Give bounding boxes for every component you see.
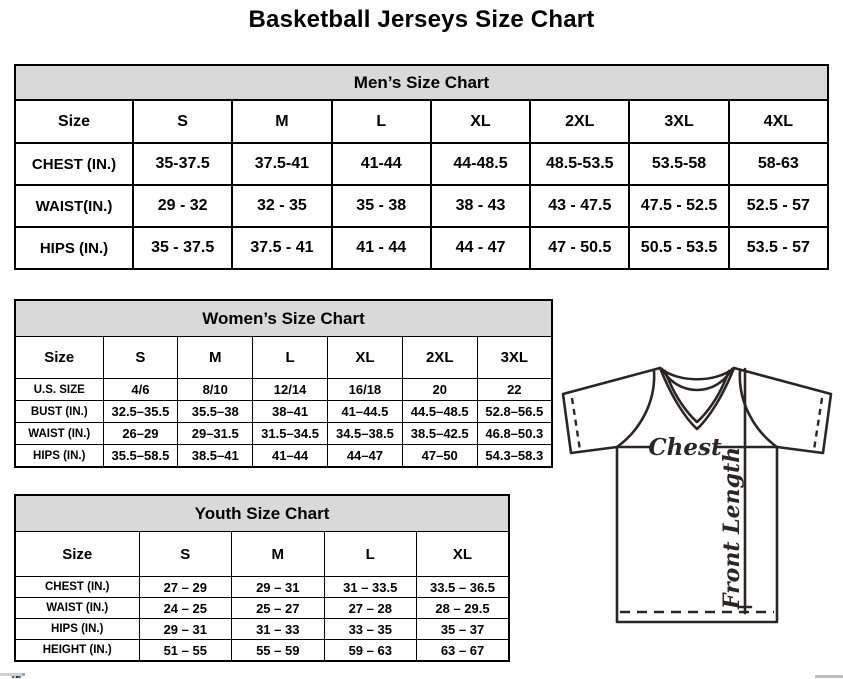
youth-chest-row (15, 577, 509, 598)
cell: 32.5–35.5 (103, 401, 178, 423)
cell: 29–31.5 (178, 423, 253, 445)
mens-col-4xl: 4XL (729, 100, 828, 143)
vneck-outer (660, 368, 734, 429)
cell: 37.5 - 41 (232, 227, 331, 269)
cell: 55 – 59 (232, 640, 325, 662)
jersey-measurement-diagram (556, 356, 840, 628)
chest-label: Chest (648, 434, 722, 461)
right-cuff-stitch (814, 398, 822, 450)
cell: 38 - 43 (431, 185, 530, 227)
womens-table-title: Women’s Size Chart (15, 300, 552, 337)
cell: 32 - 35 (232, 185, 331, 227)
mens-col-s: S (133, 100, 232, 143)
cell: 43 - 47.5 (530, 185, 629, 227)
womens-corner-cell: Size (15, 337, 103, 379)
cell: 33 – 35 (324, 619, 417, 640)
cell: 8/10 (178, 379, 253, 401)
cell: 58-63 (729, 143, 828, 185)
collar-rib-1 (660, 368, 734, 379)
horizontal-scrollbar-thumb-right[interactable] (815, 675, 843, 678)
womens-col-xl: XL (327, 337, 402, 379)
cell: 24 – 25 (139, 598, 232, 619)
row-label: HIPS (IN.) (15, 445, 103, 468)
cell: 44 - 47 (431, 227, 530, 269)
youth-header-row (15, 532, 509, 577)
cell: 52.8–56.5 (477, 401, 552, 423)
cell: 38.5–41 (178, 445, 253, 468)
row-label: U.S. SIZE (15, 379, 103, 401)
youth-hips-row (15, 619, 509, 640)
womens-ussize-row (15, 379, 552, 401)
youth-col-l: L (324, 532, 417, 577)
cell: 29 - 32 (133, 185, 232, 227)
youth-col-m: M (232, 532, 325, 577)
cell: 47 - 50.5 (530, 227, 629, 269)
cell: 31 – 33.5 (324, 577, 417, 598)
cell: 38–41 (253, 401, 328, 423)
cell: 27 – 29 (139, 577, 232, 598)
mens-col-l: L (332, 100, 431, 143)
front-length-label: Front Length (719, 446, 745, 610)
cell: 47–50 (402, 445, 477, 468)
womens-header-row (15, 337, 552, 379)
cell: 20 (402, 379, 477, 401)
womens-col-l: L (253, 337, 328, 379)
row-label: WAIST (IN.) (15, 598, 139, 619)
row-label: CHEST (IN.) (15, 577, 139, 598)
cell: 52.5 - 57 (729, 185, 828, 227)
cell: 41-44 (332, 143, 431, 185)
cell: 47.5 - 52.5 (629, 185, 728, 227)
cell: 28 – 29.5 (417, 598, 510, 619)
youth-height-row (15, 640, 509, 662)
cell: 35 - 37.5 (133, 227, 232, 269)
row-label: HIPS (IN.) (15, 227, 133, 269)
mens-col-2xl: 2XL (530, 100, 629, 143)
cell: 59 – 63 (324, 640, 417, 662)
cell: 48.5-53.5 (530, 143, 629, 185)
womens-col-3xl: 3XL (477, 337, 552, 379)
cell: 26–29 (103, 423, 178, 445)
cell: 44.5–48.5 (402, 401, 477, 423)
page-title: Basketball Jerseys Size Chart (248, 6, 595, 33)
cell: 46.8–50.3 (477, 423, 552, 445)
mens-hips-row (15, 227, 828, 269)
cell: 44-48.5 (431, 143, 530, 185)
cell: 25 – 27 (232, 598, 325, 619)
cell: 33.5 – 36.5 (417, 577, 510, 598)
youth-waist-row (15, 598, 509, 619)
mens-waist-row (15, 185, 828, 227)
mens-col-3xl: 3XL (629, 100, 728, 143)
mens-header-row (15, 100, 828, 143)
womens-bust-row (15, 401, 552, 423)
cell: 63 – 67 (417, 640, 510, 662)
cell: 12/14 (253, 379, 328, 401)
mens-size-table (14, 64, 829, 270)
cell: 22 (477, 379, 552, 401)
womens-waist-row (15, 423, 552, 445)
cell: 54.3–58.3 (477, 445, 552, 468)
womens-col-m: M (178, 337, 253, 379)
cell: 31 – 33 (232, 619, 325, 640)
mens-col-xl: XL (431, 100, 530, 143)
taskbar-pixel-fragment (18, 676, 21, 678)
youth-col-s: S (139, 532, 232, 577)
cell: 34.5–38.5 (327, 423, 402, 445)
womens-hips-row (15, 445, 552, 468)
row-label: BUST (IN.) (15, 401, 103, 423)
youth-table-title: Youth Size Chart (15, 495, 509, 532)
cell: 29 – 31 (139, 619, 232, 640)
cell: 51 – 55 (139, 640, 232, 662)
womens-col-2xl: 2XL (402, 337, 477, 379)
cell: 31.5–34.5 (253, 423, 328, 445)
row-label: CHEST (IN.) (15, 143, 133, 185)
cell: 53.5 - 57 (729, 227, 828, 269)
cell: 37.5-41 (232, 143, 331, 185)
cell: 35 - 38 (332, 185, 431, 227)
cell: 38.5–42.5 (402, 423, 477, 445)
womens-size-table (14, 299, 553, 468)
cell: 41–44.5 (327, 401, 402, 423)
mens-col-m: M (232, 100, 331, 143)
mens-corner-cell: Size (15, 100, 133, 143)
row-label: HIPS (IN.) (15, 619, 139, 640)
cell: 41 - 44 (332, 227, 431, 269)
cell: 53.5-58 (629, 143, 728, 185)
jersey-outline (563, 368, 831, 622)
row-label: HEIGHT (IN.) (15, 640, 139, 662)
youth-size-table (14, 494, 510, 662)
mens-table-title: Men’s Size Chart (15, 65, 828, 100)
row-label: WAIST(IN.) (15, 185, 133, 227)
cell: 29 – 31 (232, 577, 325, 598)
cell: 35 – 37 (417, 619, 510, 640)
youth-corner-cell: Size (15, 532, 139, 577)
cell: 44–47 (327, 445, 402, 468)
cell: 35-37.5 (133, 143, 232, 185)
cell: 27 – 28 (324, 598, 417, 619)
mens-chest-row (15, 143, 828, 185)
cell: 4/6 (103, 379, 178, 401)
cell: 35.5–58.5 (103, 445, 178, 468)
cell: 35.5–38 (178, 401, 253, 423)
scrollbar-thumb-tip (22, 673, 25, 676)
cell: 16/18 (327, 379, 402, 401)
cell: 41–44 (253, 445, 328, 468)
cell: 50.5 - 53.5 (629, 227, 728, 269)
left-cuff-stitch (572, 398, 580, 450)
womens-col-s: S (103, 337, 178, 379)
row-label: WAIST (IN.) (15, 423, 103, 445)
youth-col-xl: XL (417, 532, 510, 577)
